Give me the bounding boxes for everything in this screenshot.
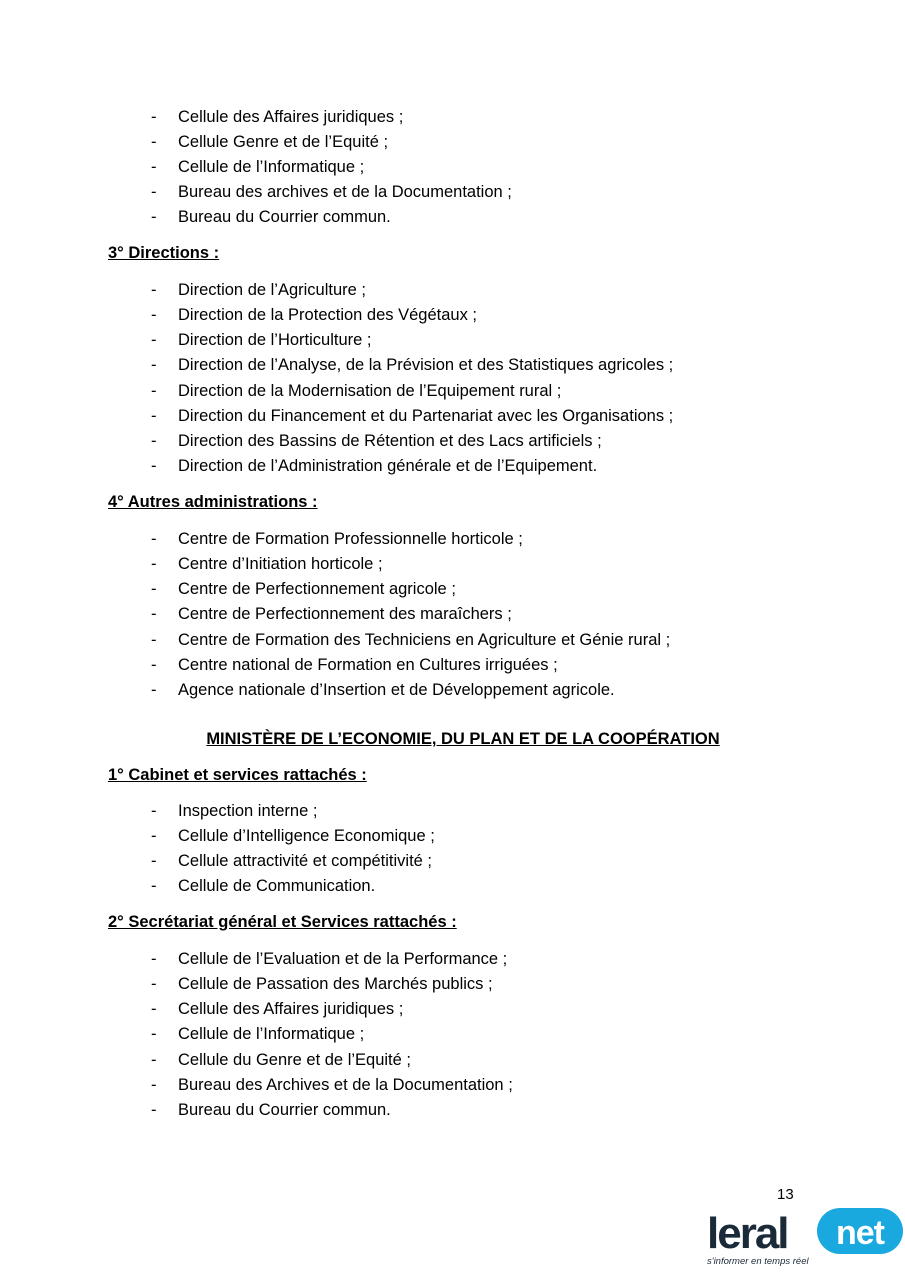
logo-brand-right: net xyxy=(836,1214,884,1252)
ministry-title: MINISTÈRE DE L’ECONOMIE, DU PLAN ET DE LA COOPÉRATION xyxy=(206,730,720,748)
section-heading-autres-administrations: 4° Autres administrations : xyxy=(108,493,318,511)
logo-tagline: s'informer en temps réel xyxy=(707,1256,809,1267)
logo-brand-left: leral xyxy=(707,1209,788,1258)
section-heading-secretariat: 2° Secrétariat général et Services rattachés : xyxy=(108,913,457,931)
page-number: 13 xyxy=(777,1186,794,1203)
leral-net-logo xyxy=(705,1203,905,1267)
section-heading-cabinet: 1° Cabinet et services rattachés : xyxy=(108,766,367,784)
section-heading-directions: 3° Directions : xyxy=(108,244,220,262)
